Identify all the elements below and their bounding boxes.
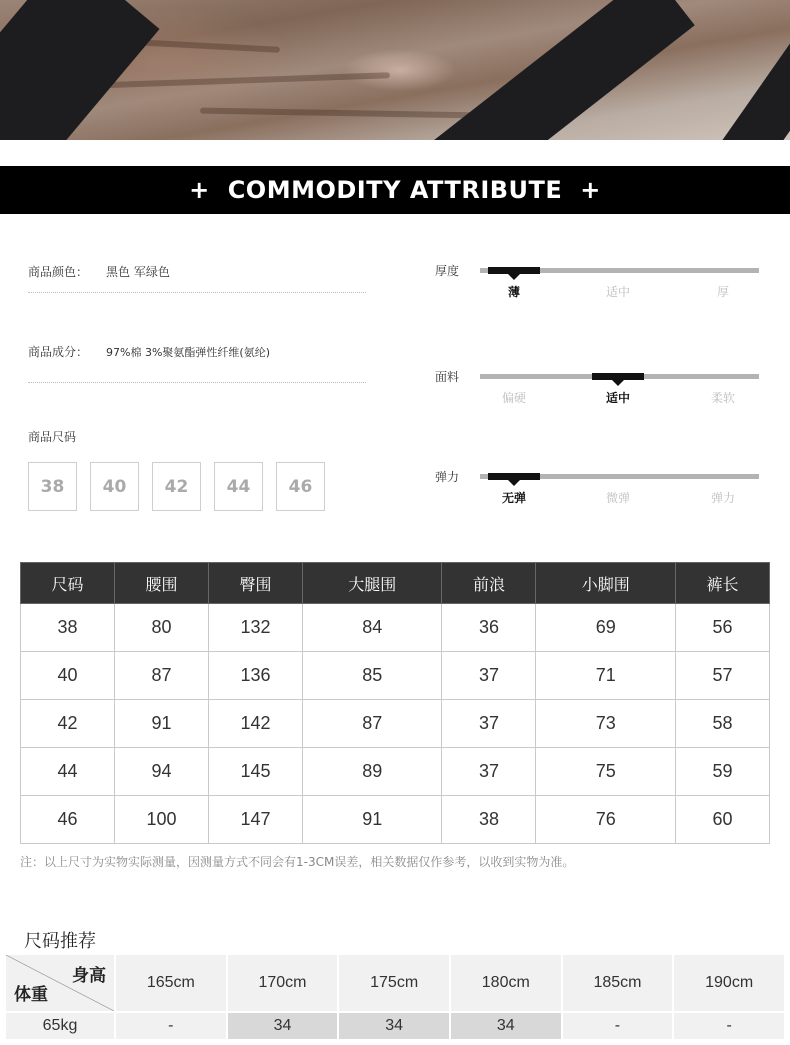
- table-cell: 42: [21, 700, 115, 748]
- recommendation-cell: -: [562, 1012, 674, 1040]
- table-cell: 44: [21, 748, 115, 796]
- table-cell: 59: [676, 748, 770, 796]
- color-value: 黑色 军绿色: [106, 265, 170, 279]
- size-option[interactable]: 46: [276, 462, 325, 511]
- table-cell: 69: [536, 604, 676, 652]
- height-header-cell: 180cm: [450, 954, 562, 1012]
- table-cell: 85: [302, 652, 442, 700]
- height-header-cell: 165cm: [115, 954, 227, 1012]
- table-cell: 37: [442, 700, 536, 748]
- table-cell: 76: [536, 796, 676, 844]
- divider: [28, 382, 366, 383]
- slider-title: 厚度: [435, 264, 460, 278]
- recommendation-title: 尺码推荐: [24, 931, 96, 952]
- banner-title: COMMODITY ATTRIBUTE: [227, 176, 563, 204]
- slider-option: 偏硬: [501, 391, 526, 405]
- slider-option: 弹力: [710, 491, 735, 505]
- recommendation-cell: -: [115, 1012, 227, 1040]
- height-header-cell: 185cm: [562, 954, 674, 1012]
- table-cell: 46: [21, 796, 115, 844]
- slider-title: 弹力: [435, 470, 460, 484]
- slider-indicator: [488, 473, 540, 480]
- material-value: 97%棉 3%聚氨酯弹性纤维(氨纶): [106, 346, 270, 359]
- divider: [28, 292, 366, 293]
- plus-icon: +: [189, 176, 210, 204]
- table-row: [21, 700, 770, 748]
- recommendation-header-row: [5, 954, 785, 1012]
- table-cell: 87: [302, 700, 442, 748]
- table-row: [21, 652, 770, 700]
- slider-option: 无弹: [501, 491, 526, 505]
- table-cell: 40: [21, 652, 115, 700]
- table-header-cell: 大腿围: [302, 563, 442, 604]
- slider-option: 适中: [605, 285, 630, 299]
- section-banner: [0, 166, 790, 214]
- table-cell: 142: [208, 700, 302, 748]
- slider-option: 微弹: [605, 491, 630, 505]
- table-cell: 56: [676, 604, 770, 652]
- table-header-row: [21, 563, 770, 604]
- table-row: [21, 748, 770, 796]
- table-cell: 37: [442, 652, 536, 700]
- size-option[interactable]: 42: [152, 462, 201, 511]
- recommendation-cell: 34: [338, 1012, 450, 1040]
- material-label: 商品成分：: [28, 345, 89, 359]
- slider-indicator: [488, 267, 540, 274]
- height-header-cell: 190cm: [673, 954, 785, 1012]
- table-cell: 89: [302, 748, 442, 796]
- slider-option: 柔软: [710, 391, 735, 405]
- plus-icon: +: [580, 176, 601, 204]
- table-cell: 75: [536, 748, 676, 796]
- corner-cell: [5, 954, 115, 1012]
- table-cell: 38: [21, 604, 115, 652]
- table-cell: 145: [208, 748, 302, 796]
- slider-title: 面料: [435, 370, 460, 384]
- table-cell: 73: [536, 700, 676, 748]
- size-label: 商品尺码: [28, 430, 77, 444]
- table-cell: 94: [114, 748, 208, 796]
- size-option[interactable]: 40: [90, 462, 139, 511]
- table-row: [21, 796, 770, 844]
- table-header-cell: 腰围: [114, 563, 208, 604]
- table-header-cell: 裤长: [676, 563, 770, 604]
- hero-photo: [0, 0, 790, 140]
- table-row: [21, 604, 770, 652]
- table-cell: 136: [208, 652, 302, 700]
- recommendation-row: [5, 1012, 785, 1040]
- table-cell: 58: [676, 700, 770, 748]
- weight-cell: 65kg: [5, 1012, 115, 1040]
- table-cell: 147: [208, 796, 302, 844]
- table-header-cell: 前浪: [442, 563, 536, 604]
- table-cell: 57: [676, 652, 770, 700]
- table-cell: 71: [536, 652, 676, 700]
- table-cell: 91: [114, 700, 208, 748]
- height-axis-label: 身高: [72, 966, 106, 986]
- slider-option: 适中: [605, 391, 630, 405]
- material-attribute: [28, 343, 270, 360]
- table-header-cell: 尺码: [21, 563, 115, 604]
- recommendation-cell: 34: [227, 1012, 339, 1040]
- recommendation-table: [4, 953, 786, 1041]
- color-label: 商品颜色：: [28, 265, 89, 279]
- size-option[interactable]: 38: [28, 462, 77, 511]
- size-option[interactable]: 44: [214, 462, 263, 511]
- table-cell: 84: [302, 604, 442, 652]
- slider-indicator: [592, 373, 644, 380]
- table-cell: 38: [442, 796, 536, 844]
- height-header-cell: 175cm: [338, 954, 450, 1012]
- size-table: [20, 562, 770, 844]
- table-cell: 36: [442, 604, 536, 652]
- table-cell: 37: [442, 748, 536, 796]
- slider-option: 薄: [507, 285, 520, 299]
- height-header-cell: 170cm: [227, 954, 339, 1012]
- table-cell: 80: [114, 604, 208, 652]
- weight-axis-label: 体重: [14, 985, 48, 1005]
- table-cell: 87: [114, 652, 208, 700]
- table-cell: 100: [114, 796, 208, 844]
- measurement-note: 注：以上尺寸为实物实际测量，因测量方式不同会有1-3CM误差，相关数据仅作参考，以收到实物为准。: [20, 855, 575, 869]
- table-cell: 132: [208, 604, 302, 652]
- recommendation-cell: 34: [450, 1012, 562, 1040]
- color-attribute: [28, 263, 170, 280]
- table-cell: 91: [302, 796, 442, 844]
- table-cell: 60: [676, 796, 770, 844]
- table-header-cell: 小脚围: [536, 563, 676, 604]
- slider-option: 厚: [716, 285, 729, 299]
- table-header-cell: 臀围: [208, 563, 302, 604]
- recommendation-cell: -: [673, 1012, 785, 1040]
